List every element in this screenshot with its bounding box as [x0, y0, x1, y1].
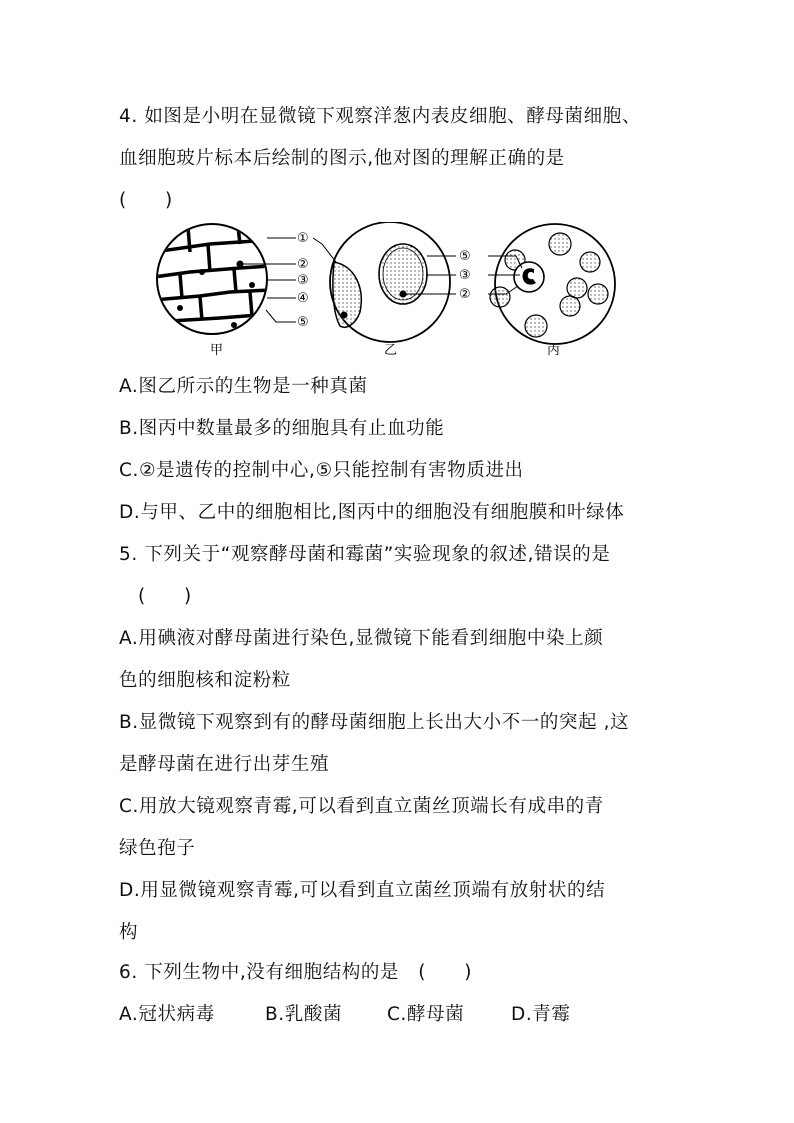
- jia-callout-1: ①: [297, 231, 309, 246]
- q5-option-b-line-1: B.显微镜下观察到有的酵母菌细胞上长出大小不一的突起 ,这: [119, 712, 630, 733]
- q5-option-d-line-2: 构: [119, 922, 139, 943]
- q6-stem: 6. 下列生物中,没有细胞结构的是 ( ): [119, 962, 473, 983]
- q5-option-d-line-1: D.用显微镜观察青霉,可以看到直立菌丝顶端有放射状的结: [119, 880, 606, 901]
- q6-options-row: [119, 1002, 571, 1028]
- bing-callout-2: ②: [459, 287, 471, 302]
- cell-diagram: [150, 222, 630, 362]
- panel-label-jia: 甲: [210, 343, 224, 358]
- q4-option-c: C.②是遗传的控制中心,⑤只能控制有害物质进出: [119, 460, 524, 481]
- panel-label-bing: 丙: [547, 343, 561, 358]
- q6-option-a: A.冠状病毒: [119, 1004, 215, 1025]
- jia-callout-2: ②: [297, 257, 309, 272]
- q5-option-b-line-2: 是酵母菌在进行出芽生殖: [119, 754, 330, 775]
- panel-label-yi: 乙: [384, 343, 398, 358]
- jia-callout-5: ⑤: [297, 315, 309, 330]
- bing-callout-3: ③: [459, 268, 471, 283]
- q6-option-d: D.青霉: [511, 1004, 571, 1025]
- panel-yi-yeast-cells: [313, 222, 456, 342]
- q5-option-c-line-2: 绿色孢子: [119, 838, 196, 859]
- q5-stem: 5. 下列关于“观察酵母菌和霉菌”实验现象的叙述,错误的是: [119, 544, 611, 565]
- jia-callout-4: ④: [297, 291, 309, 306]
- q4-option-a: A.图乙所示的生物是一种真菌: [119, 376, 368, 397]
- q4-stem-line-2: 血细胞玻片标本后绘制的图示,他对图的理解正确的是: [119, 148, 565, 169]
- q5-option-a-line-2: 色的细胞核和淀粉粒: [119, 670, 291, 691]
- cell-diagram-figure: [150, 222, 630, 362]
- jia-callout-3: ③: [297, 273, 309, 288]
- q6-option-c: C.酵母菌: [387, 1004, 465, 1025]
- q4-option-d: D.与甲、乙中的细胞相比,图丙中的细胞没有细胞膜和叶绿体: [119, 502, 625, 523]
- q6-option-b: B.乳酸菌: [265, 1004, 343, 1025]
- panel-jia-onion-cells: [154, 224, 309, 334]
- q4-option-b: B.图丙中数量最多的细胞具有止血功能: [119, 418, 445, 439]
- q5-option-a-line-1: A.用碘液对酵母菌进行染色,显微镜下能看到细胞中染上颜: [119, 628, 604, 649]
- q4-answer-blank: ( ): [119, 190, 173, 211]
- q4-stem-line-1: 4. 如图是小明在显微镜下观察洋葱内表皮细胞、酵母菌细胞、: [119, 106, 641, 127]
- q5-answer-blank: ( ): [138, 586, 192, 607]
- bing-callout-5: ⑤: [459, 249, 471, 264]
- panel-bing-blood-cells: [459, 224, 615, 344]
- q5-option-c-line-1: C.用放大镜观察青霉,可以看到直立菌丝顶端长有成串的青: [119, 796, 604, 817]
